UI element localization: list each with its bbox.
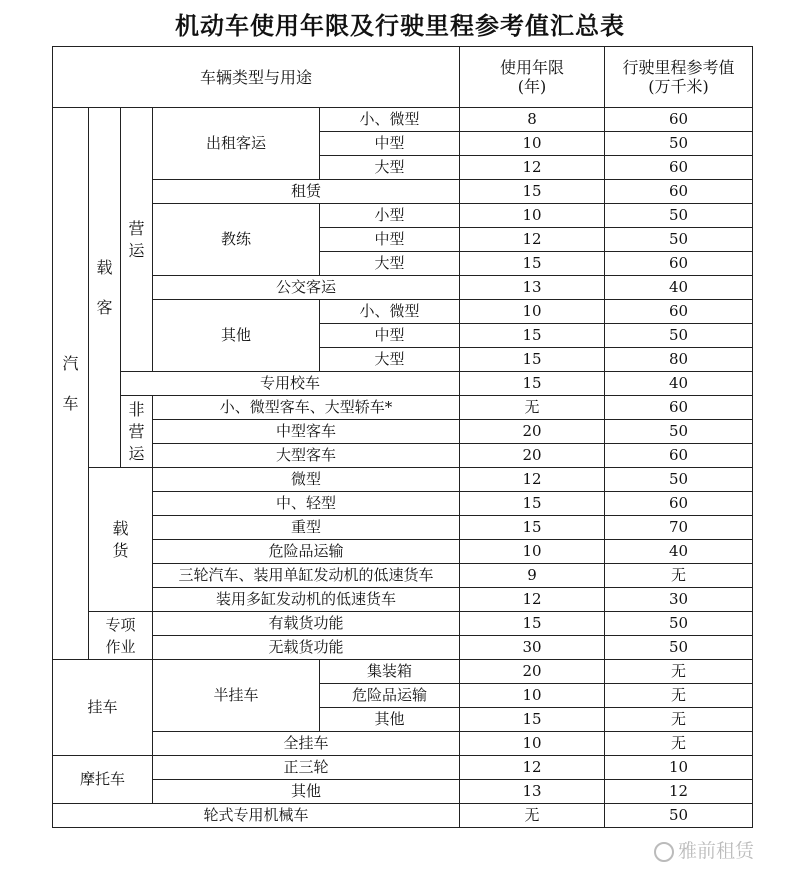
row-label: 中型 bbox=[320, 324, 460, 348]
row-label: 其他 bbox=[153, 780, 460, 804]
table-row bbox=[53, 276, 753, 300]
category-auto-text: 汽 车 bbox=[62, 353, 79, 413]
row-label: 无载货功能 bbox=[153, 636, 460, 660]
row-label: 有载货功能 bbox=[153, 612, 460, 636]
row-years: 12 bbox=[460, 228, 605, 252]
header-years-text: 使用年限 (年) bbox=[500, 58, 565, 96]
row-years: 20 bbox=[460, 420, 605, 444]
table-row bbox=[53, 540, 753, 564]
row-label: 公交客运 bbox=[153, 276, 460, 300]
row-years: 9 bbox=[460, 564, 605, 588]
table-row bbox=[53, 420, 753, 444]
row-years: 13 bbox=[460, 780, 605, 804]
row-mileage: 50 bbox=[605, 324, 753, 348]
header-type-usage: 车辆类型与用途 bbox=[53, 47, 460, 108]
row-mileage: 40 bbox=[605, 276, 753, 300]
header-mileage-text: 行驶里程参考值 (万千米) bbox=[622, 58, 735, 96]
table-row bbox=[53, 660, 753, 684]
row-mileage: 50 bbox=[605, 420, 753, 444]
row-years: 15 bbox=[460, 612, 605, 636]
row-years: 无 bbox=[460, 804, 605, 828]
page-title: 机动车使用年限及行驶里程参考值汇总表 bbox=[175, 12, 625, 40]
row-label: 专用校车 bbox=[121, 372, 460, 396]
row-years: 15 bbox=[460, 516, 605, 540]
table-row bbox=[53, 756, 753, 780]
vehicle-lifespan-table bbox=[52, 46, 753, 828]
row-years: 15 bbox=[460, 492, 605, 516]
row-mileage: 30 bbox=[605, 588, 753, 612]
category-cargo-text: 载 货 bbox=[112, 518, 129, 560]
row-years: 15 bbox=[460, 372, 605, 396]
group-training: 教练 bbox=[153, 204, 320, 276]
table-row bbox=[53, 300, 753, 324]
row-label: 中型客车 bbox=[153, 420, 460, 444]
category-special bbox=[89, 612, 153, 660]
row-label: 三轮汽车、装用单缸发动机的低速货车 bbox=[153, 564, 460, 588]
header-mileage bbox=[605, 47, 753, 108]
category-noncommercial-text: 非 营 运 bbox=[128, 399, 145, 463]
row-years: 15 bbox=[460, 348, 605, 372]
table-row bbox=[53, 804, 753, 828]
row-mileage: 40 bbox=[605, 372, 753, 396]
row-years: 20 bbox=[460, 660, 605, 684]
row-mileage: 60 bbox=[605, 444, 753, 468]
watermark-logo-icon bbox=[654, 842, 674, 862]
row-mileage: 40 bbox=[605, 540, 753, 564]
row-years: 10 bbox=[460, 132, 605, 156]
row-years: 10 bbox=[460, 300, 605, 324]
row-mileage: 无 bbox=[605, 708, 753, 732]
table-row bbox=[53, 588, 753, 612]
row-mileage: 60 bbox=[605, 180, 753, 204]
category-noncommercial bbox=[121, 396, 153, 468]
row-label: 正三轮 bbox=[153, 756, 460, 780]
row-label: 小、微型 bbox=[320, 300, 460, 324]
category-special-text: 专项 作业 bbox=[105, 615, 136, 656]
row-years: 10 bbox=[460, 732, 605, 756]
row-label: 中型 bbox=[320, 132, 460, 156]
row-years: 15 bbox=[460, 180, 605, 204]
row-label: 租赁 bbox=[153, 180, 460, 204]
header-years bbox=[460, 47, 605, 108]
row-years: 10 bbox=[460, 540, 605, 564]
category-trailer: 挂车 bbox=[53, 660, 153, 756]
row-years: 12 bbox=[460, 588, 605, 612]
category-commercial bbox=[121, 108, 153, 372]
row-label: 大型 bbox=[320, 156, 460, 180]
row-mileage: 50 bbox=[605, 804, 753, 828]
row-mileage: 60 bbox=[605, 300, 753, 324]
row-mileage: 70 bbox=[605, 516, 753, 540]
row-label: 危险品运输 bbox=[153, 540, 460, 564]
table-row bbox=[53, 516, 753, 540]
category-passenger-text: 载 客 bbox=[96, 257, 113, 317]
table-row bbox=[53, 180, 753, 204]
row-label: 大型客车 bbox=[153, 444, 460, 468]
row-label: 重型 bbox=[153, 516, 460, 540]
row-years: 13 bbox=[460, 276, 605, 300]
row-label: 小型 bbox=[320, 204, 460, 228]
row-mileage: 12 bbox=[605, 780, 753, 804]
category-auto bbox=[53, 108, 89, 660]
category-cargo bbox=[89, 468, 153, 612]
row-years: 30 bbox=[460, 636, 605, 660]
row-mileage: 60 bbox=[605, 396, 753, 420]
table-row bbox=[53, 636, 753, 660]
header-row bbox=[53, 47, 753, 108]
row-years: 10 bbox=[460, 684, 605, 708]
row-label: 大型 bbox=[320, 348, 460, 372]
row-years: 12 bbox=[460, 156, 605, 180]
table-row bbox=[53, 612, 753, 636]
row-years: 12 bbox=[460, 756, 605, 780]
group-semitrailer: 半挂车 bbox=[153, 660, 320, 732]
table-row bbox=[53, 780, 753, 804]
table-row bbox=[53, 564, 753, 588]
watermark bbox=[654, 836, 754, 863]
row-years: 10 bbox=[460, 204, 605, 228]
row-label: 小、微型客车、大型轿车* bbox=[153, 396, 460, 420]
row-years: 15 bbox=[460, 324, 605, 348]
category-commercial-text: 营 运 bbox=[128, 218, 145, 260]
row-mileage: 50 bbox=[605, 612, 753, 636]
row-label: 轮式专用机械车 bbox=[53, 804, 460, 828]
row-label: 集装箱 bbox=[320, 660, 460, 684]
row-label: 危险品运输 bbox=[320, 684, 460, 708]
row-years: 12 bbox=[460, 468, 605, 492]
row-label: 其他 bbox=[320, 708, 460, 732]
row-mileage: 50 bbox=[605, 204, 753, 228]
group-taxi: 出租客运 bbox=[153, 108, 320, 180]
row-mileage: 50 bbox=[605, 132, 753, 156]
row-years: 15 bbox=[460, 708, 605, 732]
row-label: 全挂车 bbox=[153, 732, 460, 756]
category-motorcycle: 摩托车 bbox=[53, 756, 153, 804]
row-mileage: 10 bbox=[605, 756, 753, 780]
row-years: 15 bbox=[460, 252, 605, 276]
row-label: 装用多缸发动机的低速货车 bbox=[153, 588, 460, 612]
row-label: 小、微型 bbox=[320, 108, 460, 132]
table-row bbox=[53, 468, 753, 492]
row-label: 微型 bbox=[153, 468, 460, 492]
row-mileage: 50 bbox=[605, 228, 753, 252]
row-label: 中型 bbox=[320, 228, 460, 252]
row-label: 中、轻型 bbox=[153, 492, 460, 516]
row-mileage: 无 bbox=[605, 732, 753, 756]
row-mileage: 60 bbox=[605, 156, 753, 180]
table-row bbox=[53, 396, 753, 420]
table-row bbox=[53, 204, 753, 228]
row-label: 大型 bbox=[320, 252, 460, 276]
row-years: 20 bbox=[460, 444, 605, 468]
table-row bbox=[53, 108, 753, 132]
group-other: 其他 bbox=[153, 300, 320, 372]
row-years: 无 bbox=[460, 396, 605, 420]
row-years: 8 bbox=[460, 108, 605, 132]
table-row bbox=[53, 732, 753, 756]
row-mileage: 无 bbox=[605, 684, 753, 708]
watermark-text: 雅前租赁 bbox=[677, 840, 754, 862]
row-mileage: 60 bbox=[605, 492, 753, 516]
table-row bbox=[53, 492, 753, 516]
table-row bbox=[53, 444, 753, 468]
row-mileage: 80 bbox=[605, 348, 753, 372]
category-passenger bbox=[89, 108, 121, 468]
row-mileage: 无 bbox=[605, 660, 753, 684]
row-mileage: 60 bbox=[605, 252, 753, 276]
row-mileage: 60 bbox=[605, 108, 753, 132]
table-row bbox=[53, 372, 753, 396]
row-mileage: 无 bbox=[605, 564, 753, 588]
row-mileage: 50 bbox=[605, 468, 753, 492]
row-mileage: 50 bbox=[605, 636, 753, 660]
